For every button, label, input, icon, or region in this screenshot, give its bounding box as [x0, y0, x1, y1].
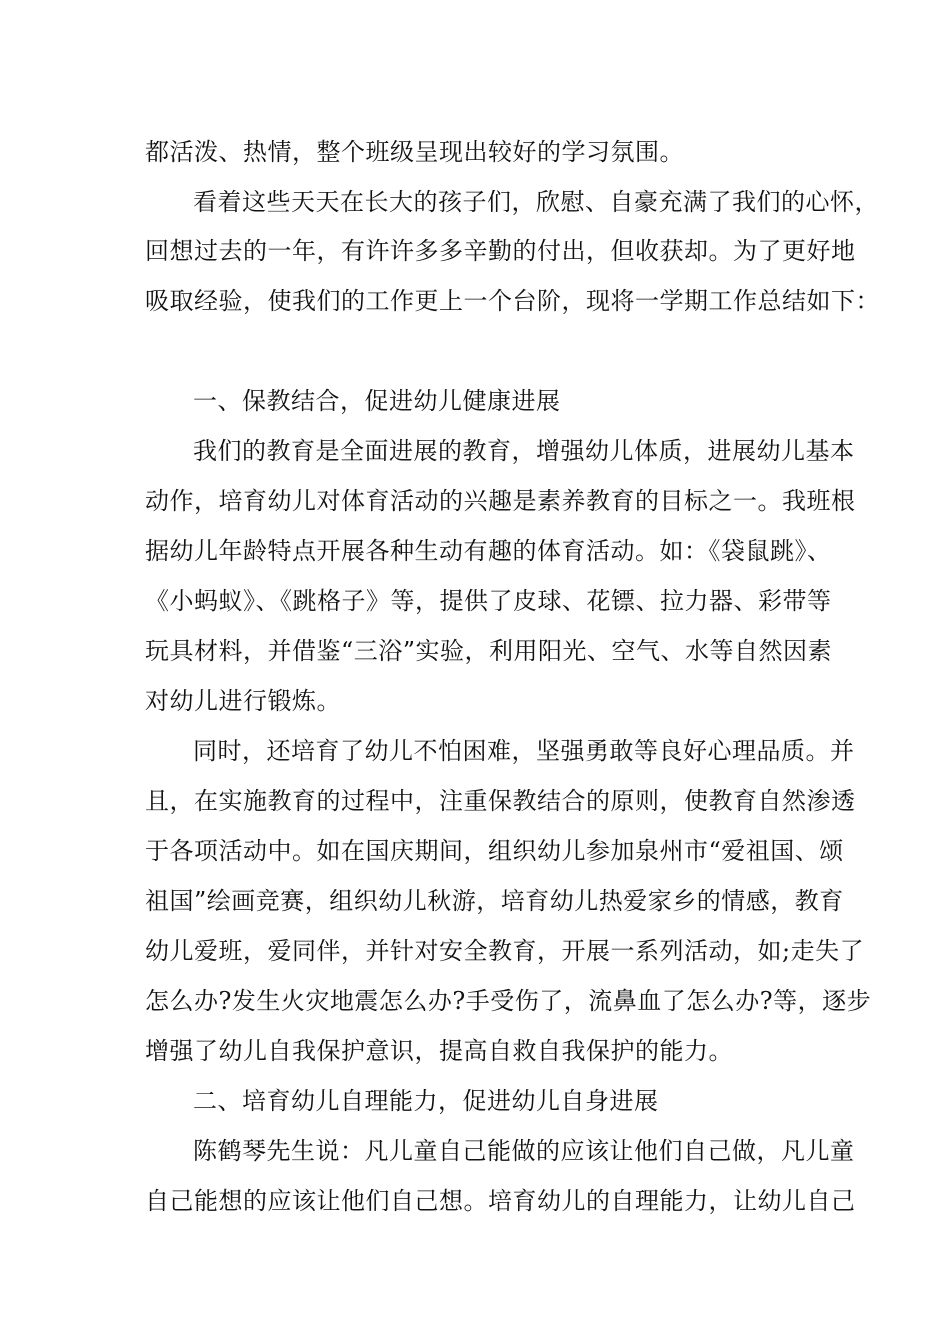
section-heading: 二、培育幼儿自理能力，促进幼儿自身进展 [193, 1087, 659, 1115]
paragraph-line: 吸取经验，使我们的工作更上一个台阶，现将一学期工作总结如下： [145, 287, 880, 315]
paragraph-line: 陈鹤琴先生说：凡儿童自己能做的应该让他们自己做，凡儿童 [193, 1137, 855, 1165]
paragraph-line: 都活泼、热情，整个班级呈现出较好的学习氛围。 [145, 138, 684, 166]
paragraph-line: 据幼儿年龄特点开展各种生动有趣的体育活动。如：《袋鼠跳》、 [145, 537, 832, 565]
paragraph-line: 自己能想的应该让他们自己想。培育幼儿的自理能力，让幼儿自己 [145, 1187, 856, 1215]
paragraph-line: 同时，还培育了幼儿不怕困难，坚强勇敢等良好心理品质。并 [193, 737, 855, 765]
section-heading: 一、保教结合，促进幼儿健康进展 [193, 387, 561, 415]
paragraph-line: 祖国”绘画竞赛，组织幼儿秋游，培育幼儿热爱家乡的情感，教育 [145, 887, 844, 915]
paragraph-line: 我们的教育是全面进展的教育，增强幼儿体质，进展幼儿基本 [193, 437, 855, 465]
paragraph-line: 增强了幼儿自我保护意识，提高自救自我保护的能力。 [145, 1037, 733, 1065]
paragraph-line: 于各项活动中。如在国庆期间，组织幼儿参加泉州市“爱祖国、颂 [145, 837, 844, 865]
paragraph-line: 回想过去的一年，有许许多多辛勤的付出，但收获却。为了更好地 [145, 237, 856, 265]
paragraph-line: 怎么办?发生火灾地震怎么办?手受伤了，流鼻血了怎么办?等，逐步 [145, 987, 872, 1015]
paragraph-line: 动作，培育幼儿对体育活动的兴趣是素养教育的目标之一。我班根 [145, 487, 856, 515]
paragraph-line: 看着这些天天在长大的孩子们，欣慰、自豪充满了我们的心怀， [193, 188, 879, 216]
paragraph-line: 对幼儿进行锻炼。 [145, 687, 341, 715]
paragraph-line: 玩具材料，并借鉴“三浴”实验，利用阳光、空气、水等自然因素 [145, 637, 833, 665]
paragraph-line: 幼儿爱班，爱同伴，并针对安全教育，开展一系列活动，如;走失了 [145, 937, 865, 965]
paragraph-line: 《小蚂蚁》、《跳格子》等，提供了皮球、花镖、拉力器、彩带等 [145, 587, 832, 615]
paragraph-line: 且，在实施教育的过程中，注重保教结合的原则，使教育自然渗透 [145, 787, 856, 815]
